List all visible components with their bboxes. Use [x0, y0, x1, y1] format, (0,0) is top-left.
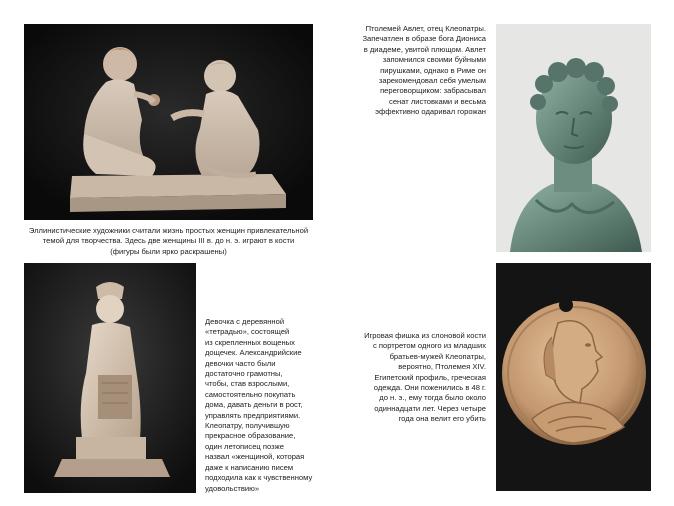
caption-line: Игровая фишка из слоновой кости: [364, 331, 486, 340]
caption-line: один летописец позже: [205, 441, 284, 451]
caption-line: с портретом одного из младших: [372, 341, 486, 351]
figurines-photo: [24, 24, 313, 220]
caption-line: Запечатлен в образе бога Диониса: [362, 34, 486, 44]
caption-line: назвал «женщиной, которая: [205, 452, 305, 462]
ptolemy-bust-image: [496, 24, 651, 252]
ptolemy-caption: [330, 24, 486, 118]
caption-line: чтобы, став взрослыми,: [205, 379, 290, 389]
caption-line: даже к написанию писем: [205, 462, 294, 472]
ptolemy-bust-photo: [496, 24, 651, 252]
caption-line: одиннадцати лет. Через четыре: [374, 403, 486, 413]
token-caption: [330, 331, 486, 425]
caption-line: Девочка с деревянной: [205, 317, 285, 326]
caption-line: из скрепленных вощеных: [205, 337, 295, 347]
caption-line: в диадеме, увитой плющом. Авлет: [363, 44, 486, 54]
caption-line: достаточно грамотны,: [205, 369, 283, 379]
figurines-caption: [24, 226, 313, 257]
caption-line: года она велит его убить: [398, 414, 486, 424]
caption-line: подходила как к чувственному: [205, 473, 313, 483]
caption-line: пирушками, однако в Риме он: [380, 65, 486, 75]
caption-line: (фигуры были ярко раскрашены): [110, 246, 227, 256]
caption-line: прекрасное образование,: [205, 431, 296, 441]
caption-line: эффективно одаривал горожан: [375, 107, 486, 117]
caption-line: самостоятельно покупать: [205, 389, 296, 399]
caption-line: Эллинистические художники считали жизнь простых женщин привлекательной: [28, 226, 309, 235]
girl-statuette-image: [24, 263, 196, 493]
ivory-token-photo: [496, 263, 651, 491]
caption-line: Птолемей Авлет, отец Клеопатры.: [365, 24, 486, 33]
caption-line: Клеопатру, получившую: [205, 421, 290, 431]
caption-line: запомнился своими буйными: [382, 55, 486, 65]
caption-line: удовольствию»: [205, 483, 260, 493]
caption-line: девочки часто были: [205, 358, 276, 368]
caption-line: «тетрадью», состоящей: [205, 327, 290, 337]
ivory-token-image: [496, 263, 651, 491]
caption-line: зарекомендовал себя умелым: [378, 76, 486, 86]
caption-line: сенат листовками и весьма: [389, 96, 486, 106]
caption-line: одежда. Они поженились в 48 г.: [373, 383, 486, 393]
caption-line: Египетский профиль, греческая: [374, 372, 486, 382]
figurines-image: [24, 24, 313, 220]
caption-line: до н. э., ему тогда было около: [379, 393, 486, 403]
caption-line: переговорщиком: забрасывал: [380, 86, 486, 96]
girl-statuette-photo: [24, 263, 196, 493]
caption-line: вероятно, Птолемея XIV.: [398, 362, 486, 372]
caption-line: управлять предприятиями.: [205, 410, 301, 420]
caption-line: дома, давать деньги в рост,: [205, 400, 303, 410]
caption-line: темой для творчества. Здесь две женщины III в. до н. э. играют в кости: [42, 236, 295, 246]
caption-line: дощечек. Александрийские: [205, 348, 302, 358]
caption-line: братьев-мужей Клеопатры,: [389, 351, 486, 361]
